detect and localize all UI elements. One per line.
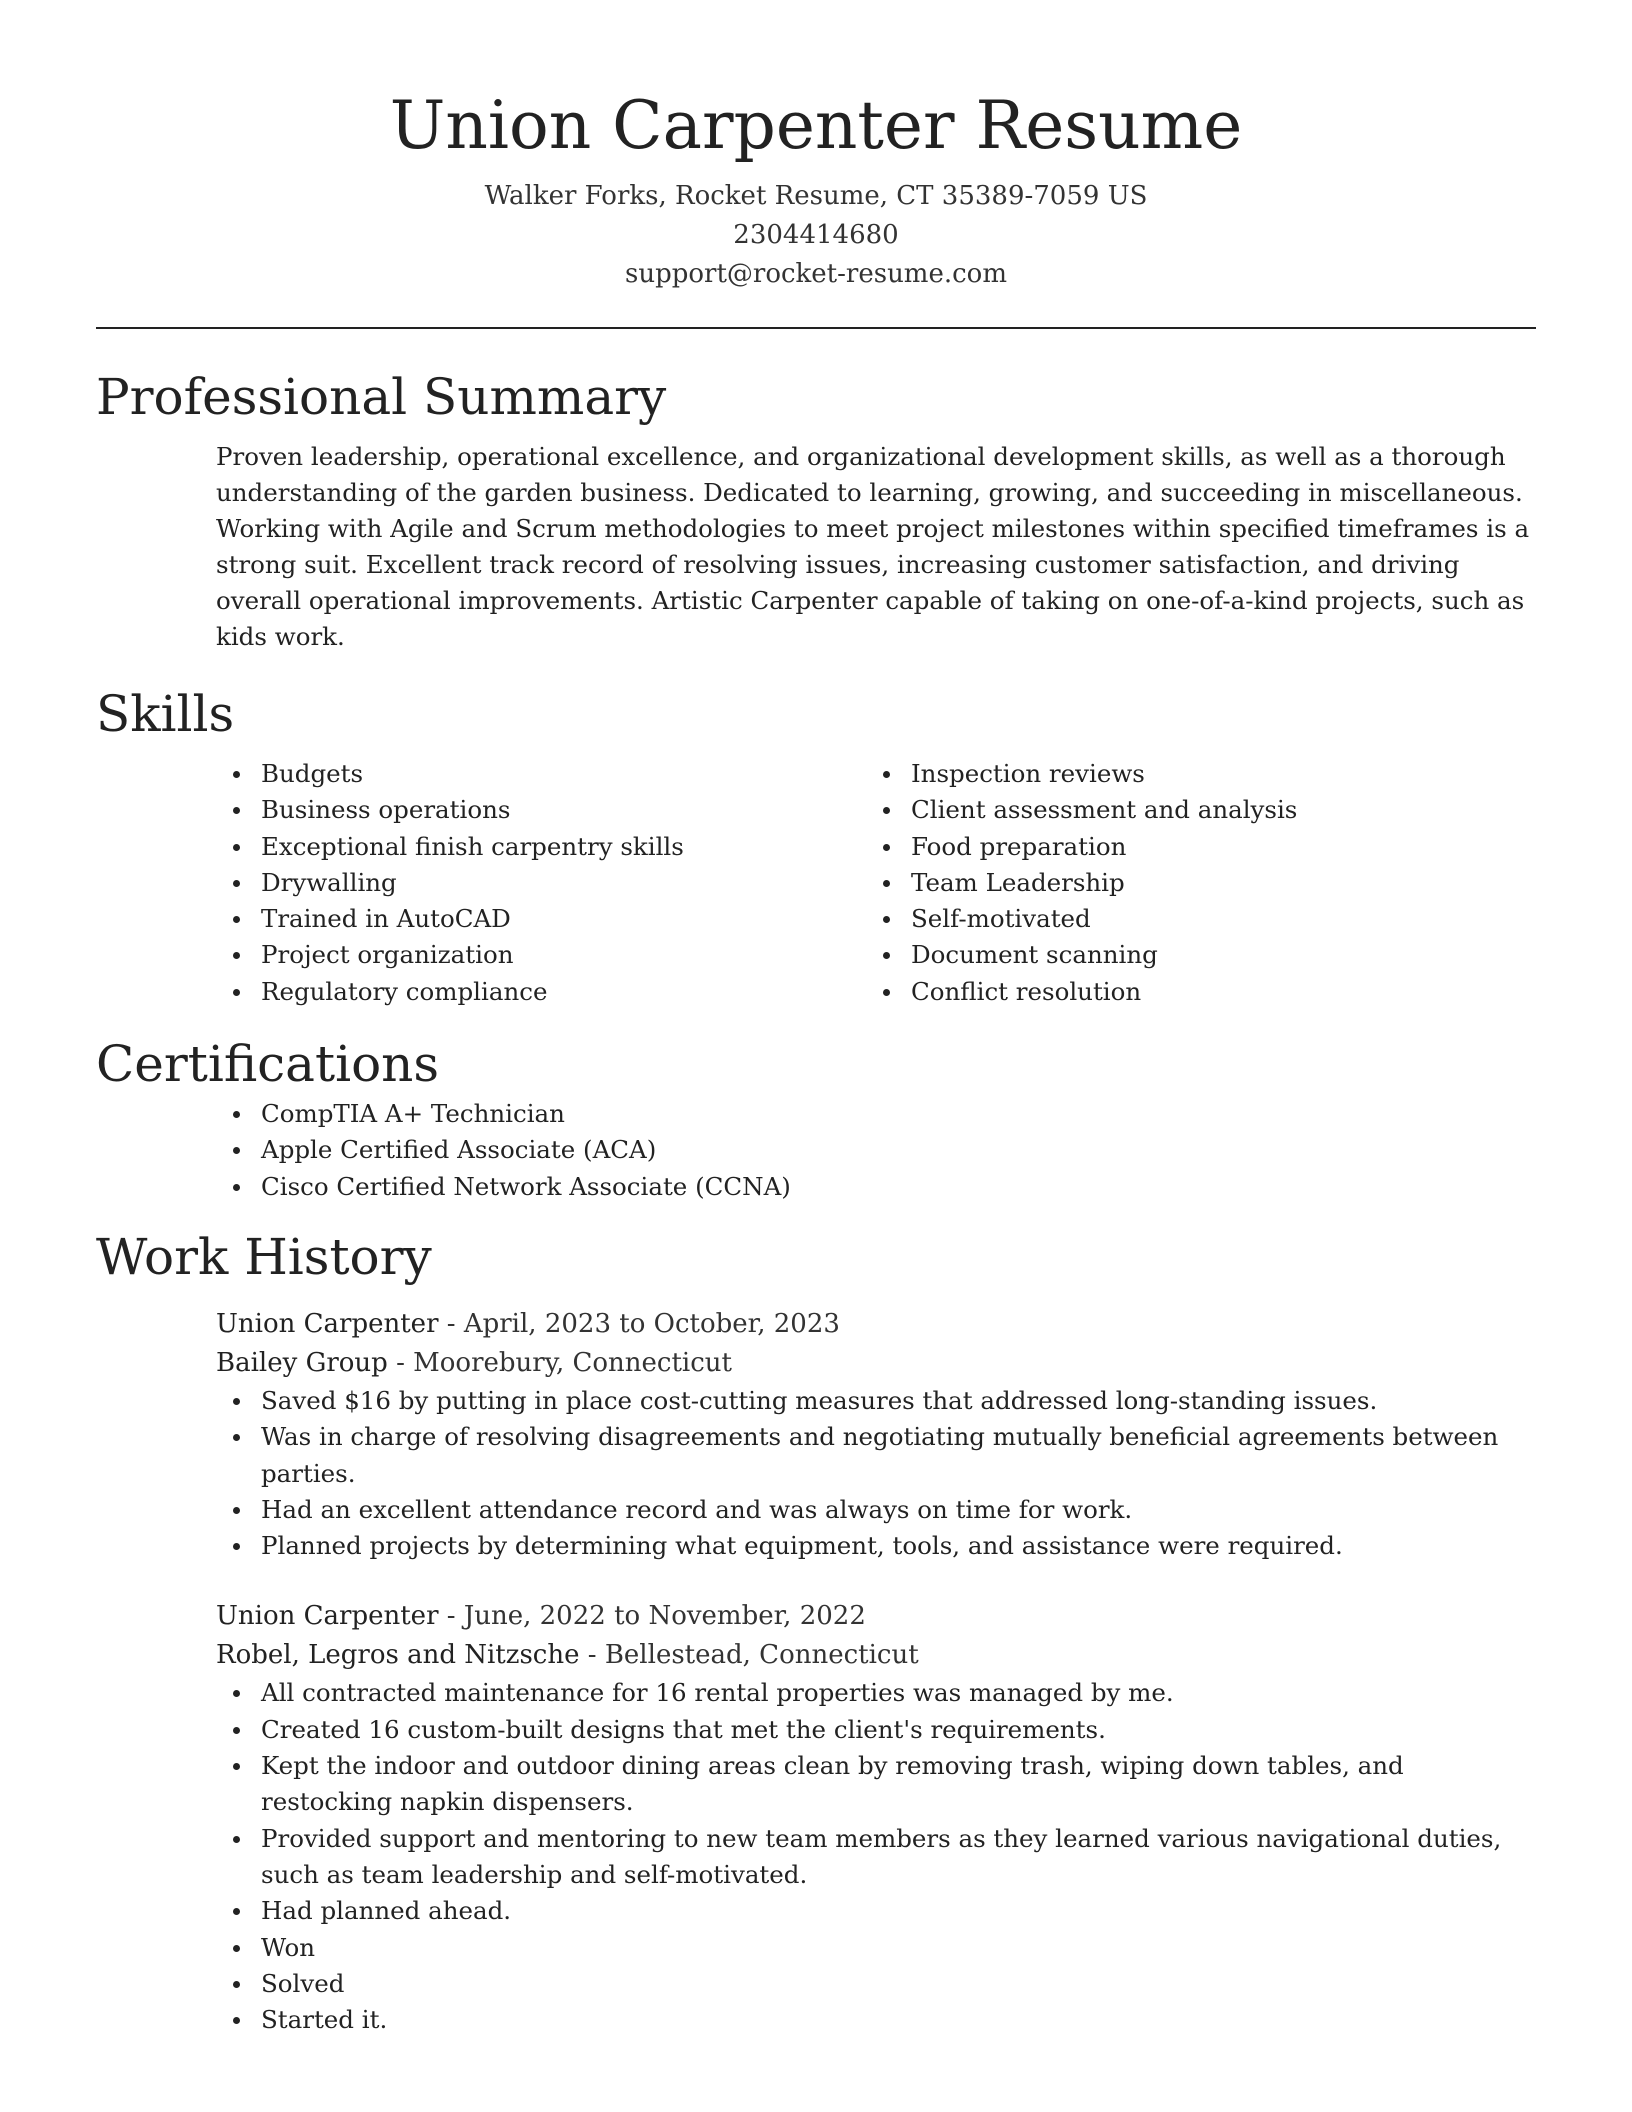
job-company: Bailey Group [216, 1347, 388, 1378]
job-bullet: Planned projects by determining what equipment, tools, and assistance were required. [96, 1528, 1536, 1564]
certification-item: CompTIA A+ Technician [96, 1096, 1536, 1132]
job-bullet: Saved $16 by putting in place cost-cutting measures that addressed long-standing issues. [96, 1383, 1536, 1419]
job-bullets [96, 1383, 1536, 1564]
job-bullet: Had an excellent attendance record and was always on time for work. [96, 1492, 1536, 1528]
skill-item: Inspection reviews [746, 756, 1396, 792]
job-location: - Bellestead, Connecticut [579, 1640, 919, 1671]
job-dates: - June, 2022 to November, 2022 [438, 1601, 866, 1632]
job-bullet: Had planned ahead. [96, 1893, 1536, 1929]
job-entry [96, 1597, 1536, 2038]
skill-item: Project organization [96, 937, 746, 973]
job-company: Robel, Legros and Nitzsche [216, 1640, 580, 1671]
skill-item: Conflict resolution [746, 974, 1396, 1010]
job-bullets [96, 1675, 1536, 2038]
skill-item: Team Leadership [746, 865, 1396, 901]
job-entry [96, 1305, 1536, 1564]
resume-header [96, 0, 1536, 294]
summary-text: Proven leadership, operational excellence, and organizational development skills, as well as a thorough understanding of the garden business. Dedicated to learning, growing, and succeeding in miscellaneous. Working with Agile and Scrum methodologies to meet project milestones within specified timeframes is a strong suit. Excellent track record of resolving issues, increasing customer satisfaction, and driving overall operational improvements. Artistic Carpenter capable of taking on one-of-a-kind projects, such as kids work. [216, 442, 1530, 651]
job-bullet: Was in charge of resolving disagreements and negotiating mutually beneficial agreements between parties. [96, 1419, 1536, 1492]
certifications-list [96, 1096, 1536, 1205]
header-divider [96, 327, 1536, 329]
job-dates: - April, 2023 to October, 2023 [438, 1308, 840, 1339]
skill-item: Food preparation [746, 829, 1396, 865]
contact-phone: 2304414680 [733, 220, 899, 250]
resume-page [96, 0, 1536, 2038]
skill-item: Budgets [96, 756, 746, 792]
skills-heading: Skills [96, 685, 235, 743]
certification-item: Apple Certified Associate (ACA) [96, 1132, 1536, 1168]
skill-item: Business operations [96, 792, 746, 828]
skill-item: Trained in AutoCAD [96, 901, 746, 937]
certification-item: Cisco Certified Network Associate (CCNA) [96, 1169, 1536, 1205]
skill-item: Drywalling [96, 865, 746, 901]
job-role: Union Carpenter [216, 1308, 439, 1339]
certifications-heading: Certifications [96, 1035, 440, 1094]
job-bullet: Created 16 custom-built designs that met the client's requirements. [96, 1712, 1536, 1748]
summary-heading: Professional Summary [96, 368, 667, 426]
job-bullet: Started it. [96, 2002, 1536, 2038]
skills-columns [96, 756, 1536, 1010]
contact-email: support@rocket-resume.com [624, 259, 1007, 289]
job-bullet: Solved [96, 1966, 1536, 2002]
contact-address: Walker Forks, Rocket Resume, CT 35389-7059 US [484, 181, 1148, 211]
skill-item: Document scanning [746, 937, 1396, 973]
job-role-line [216, 1305, 1536, 1344]
job-role-line [216, 1597, 1536, 1636]
skills-list-right [746, 756, 1396, 1010]
skill-item: Client assessment and analysis [746, 792, 1396, 828]
skills-list-left [96, 756, 746, 1010]
contact-info [96, 177, 1536, 294]
job-company-line [216, 1344, 1536, 1383]
skill-item: Exceptional finish carpentry skills [96, 829, 746, 865]
job-company-line [216, 1636, 1536, 1675]
job-bullet: Provided support and mentoring to new team members as they learned various navigational duties, such as team leadership and self-motivated. [96, 1821, 1536, 1894]
skill-item: Regulatory compliance [96, 974, 746, 1010]
job-bullet: Won [96, 1930, 1536, 1966]
job-bullet: All contracted maintenance for 16 rental properties was managed by me. [96, 1675, 1536, 1711]
skill-item: Self-motivated [746, 901, 1396, 937]
resume-title: Union Carpenter Resume [389, 87, 1243, 164]
job-role: Union Carpenter [216, 1601, 439, 1632]
job-bullet: Kept the indoor and outdoor dining areas clean by removing trash, wiping down tables, and restocking napkin dispensers. [96, 1748, 1536, 1821]
job-location: - Moorebury, Connecticut [387, 1347, 732, 1378]
work-history-heading: Work History [96, 1227, 432, 1286]
